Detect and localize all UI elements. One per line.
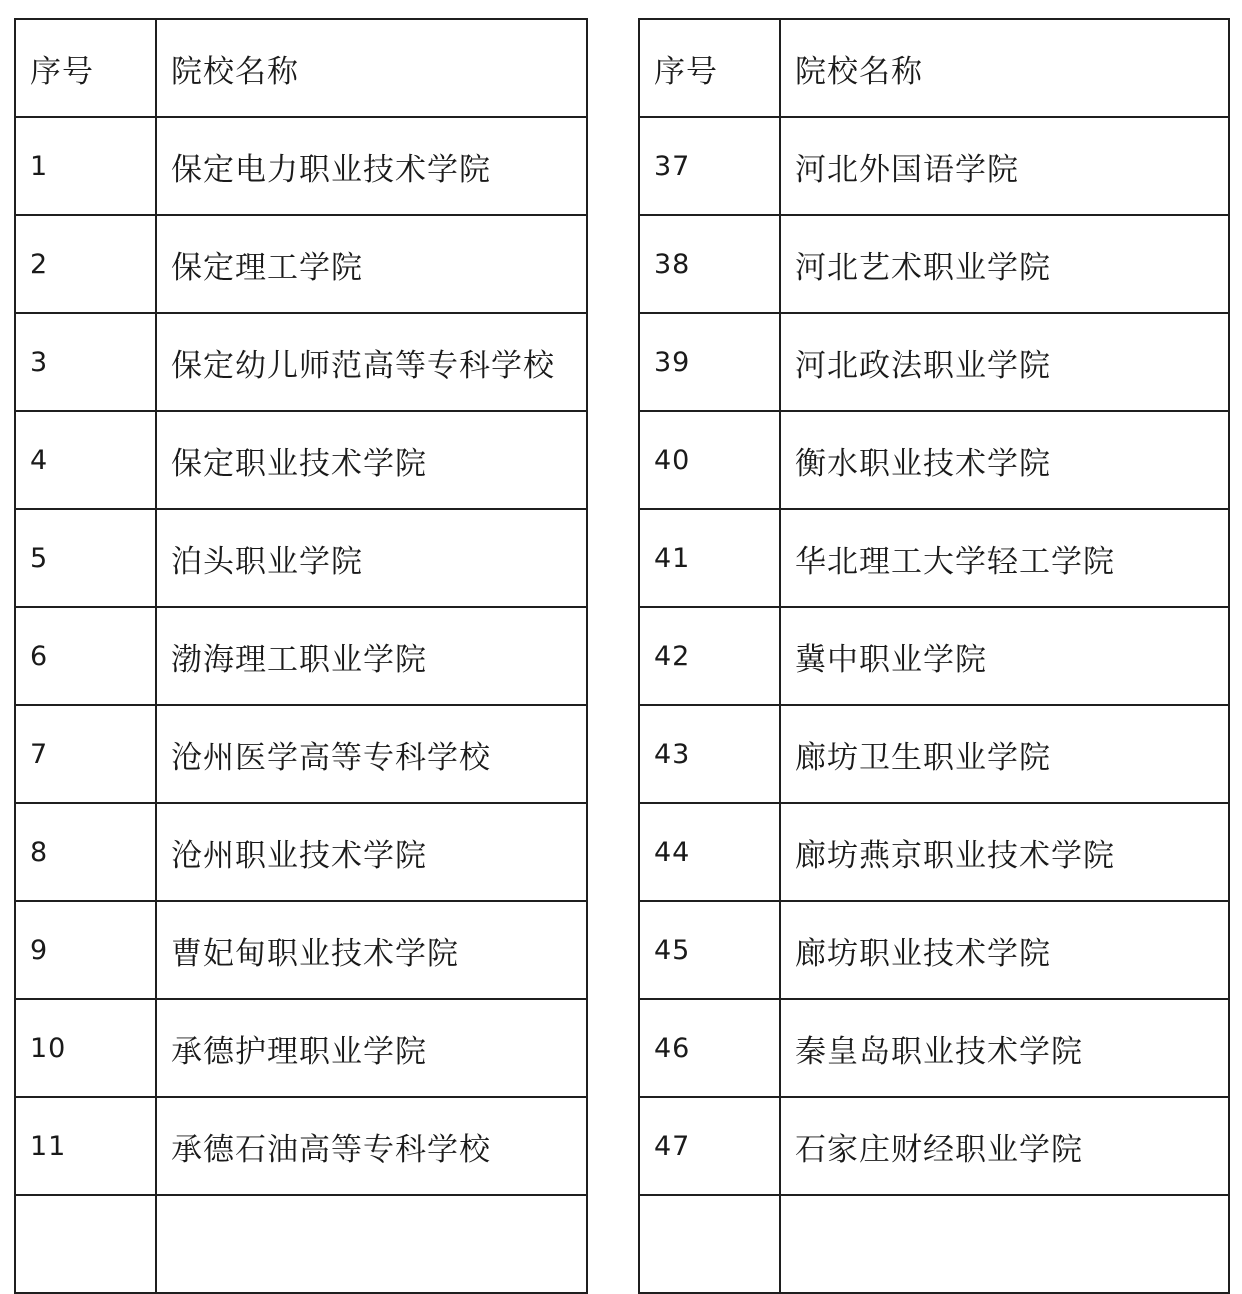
table-row	[15, 411, 587, 509]
row-index: 47	[639, 1097, 780, 1195]
row-school-name: 华北理工大学轻工学院	[780, 509, 1229, 607]
row-index: 8	[15, 803, 156, 901]
row-index: 44	[639, 803, 780, 901]
row-school-name: 冀中职业学院	[780, 607, 1229, 705]
row-school-name: 河北政法职业学院	[780, 313, 1229, 411]
row-index: 41	[639, 509, 780, 607]
row-school-name: 衡水职业技术学院	[780, 411, 1229, 509]
row-index: 5	[15, 509, 156, 607]
row-school-name: 保定职业技术学院	[156, 411, 587, 509]
row-school-name: 承德石油高等专科学校	[156, 1097, 587, 1195]
row-index: 10	[15, 999, 156, 1097]
row-school-name: 曹妃甸职业技术学院	[156, 901, 587, 999]
row-school-name: 廊坊卫生职业学院	[780, 705, 1229, 803]
table-row	[639, 313, 1229, 411]
row-school-name: 渤海理工职业学院	[156, 607, 587, 705]
row-index: 37	[639, 117, 780, 215]
row-school-name: 保定理工学院	[156, 215, 587, 313]
header-index: 序号	[639, 19, 780, 117]
row-index: 46	[639, 999, 780, 1097]
school-table-right-body	[639, 19, 1229, 1293]
row-school-name: 泊头职业学院	[156, 509, 587, 607]
table-row	[15, 117, 587, 215]
table-row	[639, 999, 1229, 1097]
table-row	[15, 607, 587, 705]
row-school-name: 河北外国语学院	[780, 117, 1229, 215]
table-row	[639, 509, 1229, 607]
table-row	[15, 215, 587, 313]
table-row	[639, 1097, 1229, 1195]
row-school-name: 保定电力职业技术学院	[156, 117, 587, 215]
table-row	[15, 901, 587, 999]
row-index: 42	[639, 607, 780, 705]
table-row	[15, 1097, 587, 1195]
table-row	[15, 509, 587, 607]
row-index: 11	[15, 1097, 156, 1195]
row-index: 43	[639, 705, 780, 803]
table-header-row	[639, 19, 1229, 117]
table-row	[639, 215, 1229, 313]
row-school-name: 秦皇岛职业技术学院	[780, 999, 1229, 1097]
row-index: 2	[15, 215, 156, 313]
row-index: 40	[639, 411, 780, 509]
empty-cell	[780, 1195, 1229, 1293]
row-index: 45	[639, 901, 780, 999]
table-row	[639, 705, 1229, 803]
row-index: 38	[639, 215, 780, 313]
row-school-name: 承德护理职业学院	[156, 999, 587, 1097]
row-school-name: 河北艺术职业学院	[780, 215, 1229, 313]
row-index: 39	[639, 313, 780, 411]
row-school-name: 沧州职业技术学院	[156, 803, 587, 901]
empty-cell	[156, 1195, 587, 1293]
row-index: 4	[15, 411, 156, 509]
row-index: 1	[15, 117, 156, 215]
header-school-name: 院校名称	[156, 19, 587, 117]
table-row-partial	[15, 1195, 587, 1293]
row-index: 6	[15, 607, 156, 705]
table-header-row	[15, 19, 587, 117]
school-table-right	[638, 18, 1230, 1294]
empty-cell	[15, 1195, 156, 1293]
school-table-left	[14, 18, 588, 1294]
row-school-name: 沧州医学高等专科学校	[156, 705, 587, 803]
table-row	[15, 313, 587, 411]
table-row	[639, 607, 1229, 705]
row-school-name: 廊坊燕京职业技术学院	[780, 803, 1229, 901]
row-school-name: 石家庄财经职业学院	[780, 1097, 1229, 1195]
row-school-name: 廊坊职业技术学院	[780, 901, 1229, 999]
table-row-partial	[639, 1195, 1229, 1293]
table-row	[639, 901, 1229, 999]
empty-cell	[639, 1195, 780, 1293]
table-row	[15, 705, 587, 803]
table-row	[15, 803, 587, 901]
row-index: 3	[15, 313, 156, 411]
row-index: 7	[15, 705, 156, 803]
row-index: 9	[15, 901, 156, 999]
school-table-left-body	[15, 19, 587, 1293]
table-row	[639, 411, 1229, 509]
table-row	[639, 117, 1229, 215]
table-row	[639, 803, 1229, 901]
header-index: 序号	[15, 19, 156, 117]
table-row	[15, 999, 587, 1097]
row-school-name: 保定幼儿师范高等专科学校	[156, 313, 587, 411]
header-school-name: 院校名称	[780, 19, 1229, 117]
